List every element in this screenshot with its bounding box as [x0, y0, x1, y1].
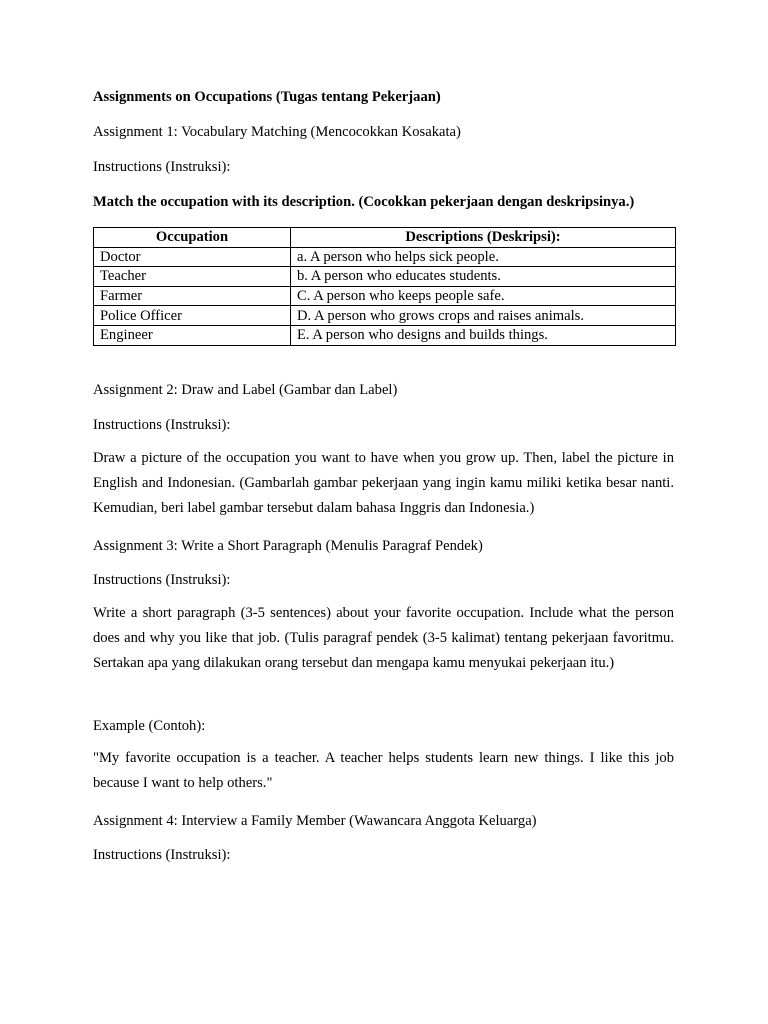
description-cell: D. A person who grows crops and raises animals. [291, 306, 676, 326]
column-header-occupation: Occupation [94, 228, 291, 248]
description-cell: C. A person who keeps people safe. [291, 286, 676, 306]
occupation-cell: Engineer [94, 325, 291, 345]
table-row [94, 247, 676, 267]
assignment-1-instruction: Match the occupation with its description. (Cocokkan pekerjaan dengan deskripsinya.) [93, 194, 635, 210]
assignment-2-instruction: Draw a picture of the occupation you want to have when you grow up. Then, label the picture in English and Indonesian. (Gambarlah gambar pekerjaan yang ingin kamu miliki ketika besar nanti. Kemudian, beri label gambar tersebut dalam bahasa Inggris dan Indonesia.) [93, 450, 674, 517]
assignment-3-heading: Assignment 3: Write a Short Paragraph (Menulis Paragraf Pendek) [93, 538, 483, 554]
occupation-cell: Farmer [94, 286, 291, 306]
assignment-2-instructions-label: Instructions (Instruksi): [93, 417, 231, 433]
occupation-cell: Doctor [94, 247, 291, 267]
column-header-descriptions: Descriptions (Deskripsi): [291, 228, 676, 248]
example-text: "My favorite occupation is a teacher. A teacher helps students learn new things. I like this job because I want to help others." [93, 750, 674, 792]
occupation-cell: Police Officer [94, 306, 291, 326]
assignment-4-instructions-label: Instructions (Instruksi): [93, 847, 231, 863]
assignment-4-heading: Assignment 4: Interview a Family Member (Wawancara Anggota Keluarga) [93, 813, 537, 829]
matching-table [93, 227, 676, 346]
table-header-row [94, 228, 676, 248]
table-row [94, 286, 676, 306]
example-label: Example (Contoh): [93, 718, 206, 734]
table-row [94, 306, 676, 326]
assignment-3-instruction: Write a short paragraph (3-5 sentences) about your favorite occupation. Include what the person does and why you like that job. (Tulis paragraf pendek (3-5 kalimat) tentang pekerjaan favoritmu. Sertakan apa yang dilakukan orang tersebut dan mengapa kamu menyukai pekerjaan itu.) [93, 605, 674, 672]
description-cell: b. A person who educates students. [291, 267, 676, 287]
document-title: Assignments on Occupations (Tugas tentang Pekerjaan) [93, 89, 441, 105]
table-row [94, 267, 676, 287]
description-cell: E. A person who designs and builds things. [291, 325, 676, 345]
assignment-3-instructions-label: Instructions (Instruksi): [93, 572, 231, 588]
assignment-1-instructions-label: Instructions (Instruksi): [93, 159, 231, 175]
occupation-cell: Teacher [94, 267, 291, 287]
table-row [94, 325, 676, 345]
description-cell: a. A person who helps sick people. [291, 247, 676, 267]
assignment-1-heading: Assignment 1: Vocabulary Matching (Mencocokkan Kosakata) [93, 124, 461, 140]
assignment-2-heading: Assignment 2: Draw and Label (Gambar dan Label) [93, 382, 398, 398]
